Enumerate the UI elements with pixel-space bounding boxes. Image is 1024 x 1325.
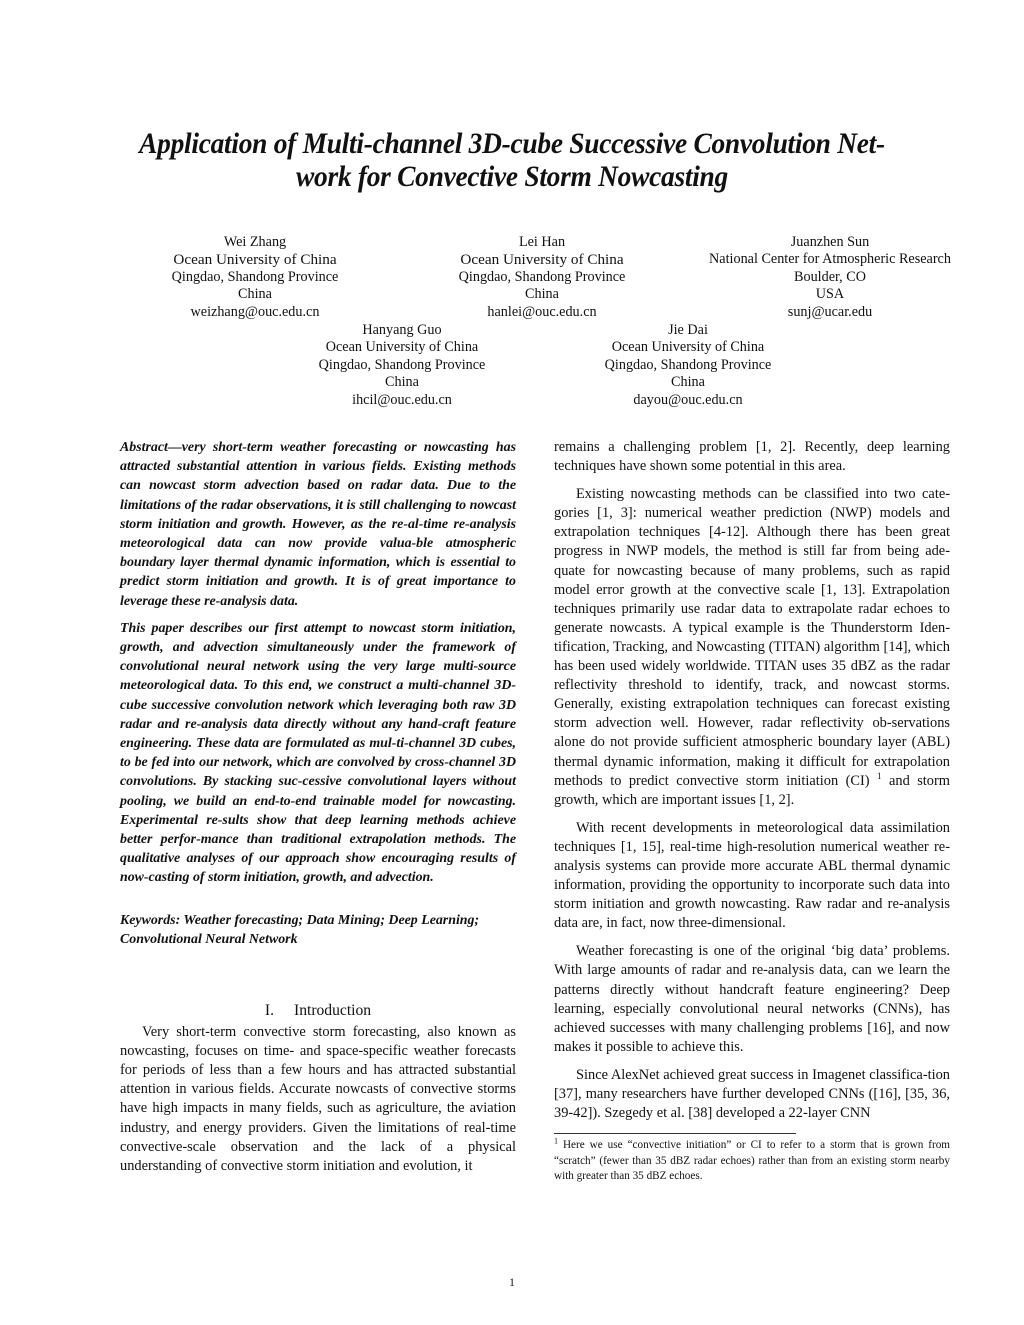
body-paragraph: remains a challenging problem [1, 2]. Recently, deep learning techniques have shown some potential in this area. xyxy=(554,439,950,475)
keywords-text: Keywords: Weather forecasting; Data Mining; Deep Learning; Convolutional Neural Network xyxy=(120,912,480,947)
author-affiliation: Ocean University of China xyxy=(611,339,765,356)
author-country: China xyxy=(671,374,705,391)
author-affiliation: Ocean University of China xyxy=(460,251,624,269)
abstract-paragraph: Abstract—very short-term weather forecasting or nowcasting has attracted substantial attention in various fields. Existing methods can nowcast storm advection based on radar data. Due to the limitations of the radar observations, it is still challenging to nowcast storm initiation and growth. However, as the re-al-time re-analysis meteorological data can now provide valua-ble atmospheric boundary layer thermal dynamic information, which is essential to predict storm initiation and growth. It is of great importance to leverage these re-analysis data. xyxy=(120,440,516,609)
author-email[interactable]: sunj@ucar.edu xyxy=(787,303,873,320)
author-email[interactable]: ihcil@ouc.edu.cn xyxy=(352,391,452,408)
body-paragraph xyxy=(554,485,950,810)
footnote-marker: 1 xyxy=(554,1136,558,1146)
keywords xyxy=(120,911,516,949)
author-country: China xyxy=(525,286,559,303)
author-block xyxy=(690,234,970,321)
author-name: Lei Han xyxy=(518,234,566,250)
page-number: 1 xyxy=(509,1277,515,1289)
author-block xyxy=(437,234,647,321)
footnote-divider xyxy=(554,1133,796,1134)
author-name: Hanyang Guo xyxy=(362,322,442,338)
body-paragraph-text: Existing nowcasting methods can be classified into two cate-gories [1, 3]: numerical weather prediction (NWP) models and extrapolation techniques [4-12]. Although there has been great progress in NWP models, the method is still far from being ade-quate for nowcasting because of many problems, such as rapid model error growth at the convective scale [1, 13]. Extrapolation techniques primarily use radar data to extrapolate radar echoes to generate nowcasts. A typical example is the Thunderstorm Iden-tification, Tracking, and Nowcasting (TITAN) algorithm [14], which has been used widely worldwide. TITAN uses 35 dBZ as the radar reflectivity threshold to identify, track, and nowcast storms. Generally, existing extrapolation techniques can forecast existing storm advection well. However, radar reflectivity ob-servations alone do not provide sufficient atmospheric boundary layer (ABL) thermal dynamic information, making it difficult for extrapolation methods to predict convective storm initiation (CI) xyxy=(554,486,950,789)
footnote xyxy=(554,1138,950,1185)
right-column xyxy=(554,438,950,1185)
author-name: Juanzhen Sun xyxy=(790,234,870,250)
author-country: China xyxy=(385,374,419,391)
author-block xyxy=(583,322,793,409)
author-country: USA xyxy=(815,286,845,303)
author-location: Qingdao, Shandong Province xyxy=(171,268,339,285)
author-affiliation: National Center for Atmospheric Research xyxy=(709,251,951,268)
body-paragraph: Since AlexNet achieved great success in Imagenet classifica-tion [37], many researchers have further developed CNNs ([16], [35, 36, 39-42]). Szegedy et al. [38] developed a 22-layer CNN xyxy=(554,1066,950,1122)
left-column xyxy=(120,438,516,1176)
author-name: Jie Dai xyxy=(668,322,708,338)
intro-paragraph: Very short-term convective storm forecasting, also known as nowcasting, focuses on time- and space-specific weather forecasts for periods of less than a few hours and has attracted substantial attention in various fields. Accurate nowcasts of convective storms have high impacts in many fields, such as agriculture, the aviation industry, and energy providers. Given the limitations of real-time convective-scale observation and the lack of a physical understanding of convective storm initiation and evolution, it xyxy=(120,1024,516,1174)
author-location: Qingdao, Shandong Province xyxy=(458,268,626,285)
section-number: I. xyxy=(264,1002,274,1020)
footnote-text: Here we use “convective initiation” or CI to refer to a storm that is grown from “scratch” (fewer than 35 dBZ radar echoes) rather than from an existing storm nearby with greater than 35 dBZ echoes. xyxy=(554,1139,950,1183)
section-title: Introduction xyxy=(294,1002,372,1020)
footnote-reference[interactable]: 1 xyxy=(877,770,882,781)
paper-title-line-2: work for Convective Storm Nowcasting xyxy=(296,161,728,193)
author-affiliation: Ocean University of China xyxy=(325,339,479,356)
author-block xyxy=(297,322,507,409)
body-paragraph: Weather forecasting is one of the original ‘big data’ problems. With large amounts of radar and re-analysis data, can we learn the patterns directly without handcraft feature engineering? Deep learning, especially convolutional neural networks (CNNs), has achieved successes with many challenging problems [16], and now makes it possible to achieve this. xyxy=(554,943,950,1055)
body-paragraph: With recent developments in meteorological data assimilation techniques [1, 15], real-time high-resolution numerical weather re-analysis systems can provide more accurate ABL thermal dynamic information, providing the opportunity to incorporate such data into storm initiation and growth nowcasting. Raw radar and re-analysis data are, in fact, now three-dimensional. xyxy=(554,819,950,932)
author-email[interactable]: dayou@ouc.edu.cn xyxy=(633,391,743,408)
abstract-paragraph: This paper describes our first attempt to nowcast storm initiation, growth, and advection simultaneously under the framework of convolutional neural network using the very large multi-source meteorological data. To this end, we construct a multi-channel 3D-cube successive convolution network which leveraging both raw 3D radar and re-analysis data directly without any hand-craft feature engineering. These data are formulated as mul-ti-channel 3D cubes, to be fed into our network, which are convolved by cross-channel 3D convolutions. By stacking suc-cessive convolutional layers without pooling, we build an end-to-end trainable model for nowcasting. Experimental re-sults show that deep learning methods achieve better perfor-mance than traditional extrapolation methods. The qualitative analyses of our approach show encouraging results of now-casting of storm initiation, growth, and advection. xyxy=(120,620,516,886)
paper-title-line-1: Application of Multi-channel 3D-cube Successive Convolution Net- xyxy=(139,128,885,160)
author-block xyxy=(150,234,360,321)
abstract xyxy=(120,438,516,888)
author-name: Wei Zhang xyxy=(223,234,287,250)
body-paragraph-continuation: and storm growth, which are important issues [1, 2]. xyxy=(554,772,950,808)
paper-title xyxy=(138,128,886,194)
author-location: Qingdao, Shandong Province xyxy=(604,356,772,373)
author-country: China xyxy=(238,286,272,303)
author-affiliation: Ocean University of China xyxy=(173,251,337,269)
author-location: Boulder, CO xyxy=(794,268,866,285)
author-email[interactable]: hanlei@ouc.edu.cn xyxy=(487,303,597,320)
author-location: Qingdao, Shandong Province xyxy=(318,356,486,373)
section-heading xyxy=(120,1001,516,1021)
author-email[interactable]: weizhang@ouc.edu.cn xyxy=(190,303,320,320)
